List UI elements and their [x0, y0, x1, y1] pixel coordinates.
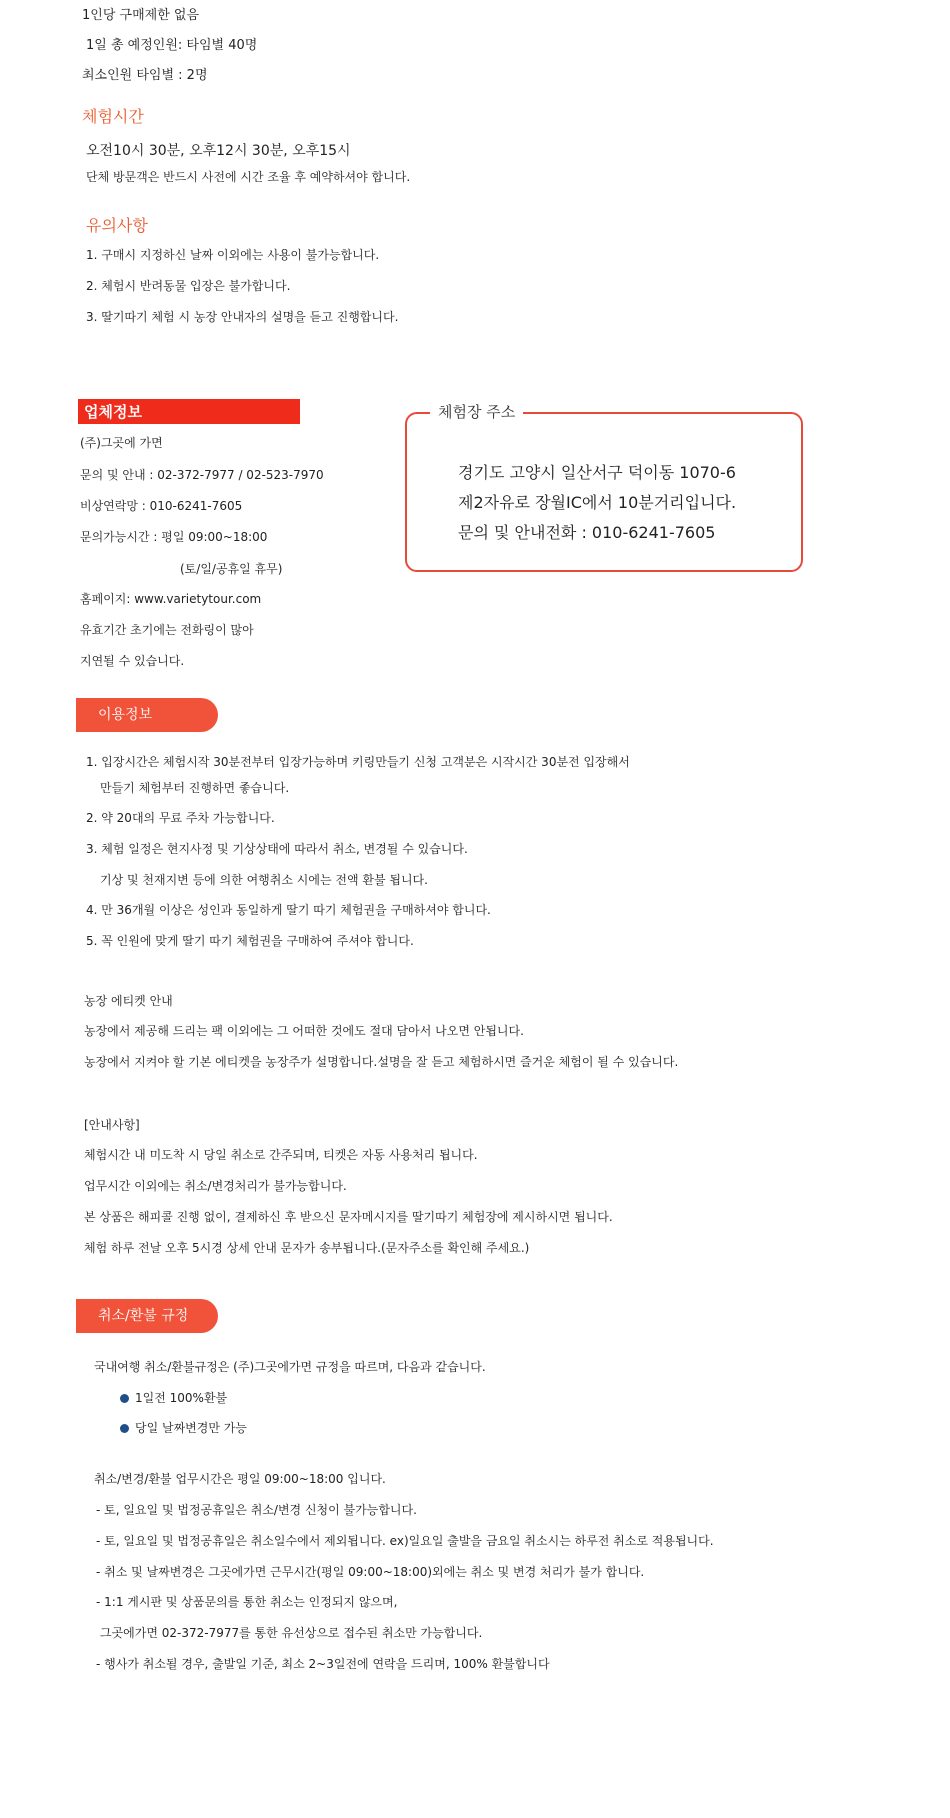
usage-item: 1. 입장시간은 체험시작 30분전부터 입장가능하며 키링만들기 신청 고객분은 시작시간 30분전 입장해서: [86, 755, 630, 769]
refund-item: - 토, 일요일 및 법정공휴일은 취소일수에서 제외됩니다. ex)일요일 출발을 금요일 취소시는 하루전 취소로 적용됩니다.: [96, 1534, 714, 1548]
homepage-text: 홈페이지: www.varietytour.com: [80, 592, 262, 606]
phone-delay-notice: 지연될 수 있습니다.: [80, 654, 185, 668]
address-phone-line: 문의 및 안내전화 : 010-6241-7605: [458, 523, 716, 542]
etiquette-item: 농장에서 제공해 드리는 팩 이외에는 그 어떠한 것에도 절대 담아서 나오면 안됩니다.: [84, 1024, 524, 1038]
note-item: 3. 딸기따기 체험 시 농장 안내자의 설명을 듣고 진행합니다.: [86, 310, 399, 324]
refund-item: - 1:1 게시판 및 상품문의를 통한 취소는 인정되지 않으며,: [96, 1595, 398, 1609]
daily-capacity-text: 1일 총 예정인원: 타임별 40명: [86, 38, 258, 53]
etiquette-item: 농장에서 지켜야 할 기본 에티켓을 농장주가 설명합니다.설명을 잘 듣고 체험하시면 즐거운 체험이 될 수 있습니다.: [84, 1055, 679, 1069]
purchase-limit-text: 1인당 구매제한 없음: [82, 8, 199, 23]
notes-heading: 유의사항: [86, 216, 148, 235]
refund-item: - 취소 및 날짜변경은 그곳에가면 근무시간(평일 09:00~18:00)외에는 취소 및 변경 처리가 불가 합니다.: [96, 1565, 645, 1579]
bullet-dot-icon: [120, 1424, 129, 1433]
refund-bullet: [120, 1389, 227, 1406]
direction-line: 제2자유로 장월IC에서 10분거리입니다.: [458, 493, 737, 512]
refund-bullet-text: 당일 날짜변경만 가능: [135, 1421, 247, 1435]
emergency-phone: 비상연락망 : 010-6241-7605: [80, 499, 243, 513]
refund-policy-pill: 취소/환불 규정: [76, 1299, 218, 1333]
experience-time-text: 오전10시 30분, 오후12시 30분, 오후15시: [86, 143, 351, 159]
note-item: 2. 체험시 반려동물 입장은 불가합니다.: [86, 279, 291, 293]
guide-item: 업무시간 이외에는 취소/변경처리가 불가능합니다.: [84, 1179, 347, 1193]
refund-item: - 행사가 취소될 경우, 출발일 기준, 최소 2~3일전에 연락을 드리며, 100% 환불합니다: [96, 1657, 550, 1671]
usage-item: 5. 꼭 인원에 맞게 딸기 따기 체험권을 구매하여 주셔야 합니다.: [86, 934, 414, 948]
refund-item: - 토, 일요일 및 법정공휴일은 취소/변경 신청이 불가능합니다.: [96, 1503, 417, 1517]
etiquette-heading: 농장 에티켓 안내: [84, 994, 173, 1008]
guide-item: 본 상품은 해피콜 진행 없이, 결제하신 후 받으신 문자메시지를 딸기따기 체험장에 제시하시면 됩니다.: [84, 1210, 613, 1224]
guide-item: 체험 하루 전날 오후 5시경 상세 안내 문자가 송부됩니다.(문자주소를 확인해 주세요.): [84, 1241, 530, 1255]
bullet-dot-icon: [120, 1394, 129, 1403]
contact-hours: 문의가능시간 : 평일 09:00~18:00: [80, 530, 268, 544]
experience-time-heading: 체험시간: [82, 107, 144, 126]
address-line: 경기도 고양시 일산서구 덕이동 1070-6: [458, 463, 736, 482]
refund-item: 취소/변경/환불 업무시간은 평일 09:00~18:00 입니다.: [94, 1472, 386, 1486]
usage-item: 3. 체험 일정은 현지사정 및 기상상태에 따라서 취소, 변경될 수 있습니다.: [86, 842, 468, 856]
min-people-text: 최소인원 타임별 : 2명: [82, 68, 208, 83]
note-item: 1. 구매시 지정하신 날짜 이외에는 사용이 불가능합니다.: [86, 248, 380, 262]
company-name: (주)그곳에 가면: [80, 436, 163, 450]
guide-heading: [안내사항]: [84, 1118, 140, 1132]
contact-phone: 문의 및 안내 : 02-372-7977 / 02-523-7970: [80, 468, 324, 482]
group-notice-text: 단체 방문객은 반드시 사전에 시간 조율 후 예약하셔야 합니다.: [86, 170, 411, 184]
refund-bullet: [120, 1419, 247, 1436]
refund-bullet-text: 1일전 100%환불: [135, 1391, 228, 1405]
phone-busy-notice: 유효기간 초기에는 전화링이 많아: [80, 623, 254, 637]
usage-item: 만들기 체험부터 진행하면 좋습니다.: [100, 781, 290, 795]
usage-info-pill: 이용정보: [76, 698, 218, 732]
usage-item: 기상 및 천재지변 등에 의한 여행취소 시에는 전액 환불 됩니다.: [100, 873, 428, 887]
usage-item: 4. 만 36개월 이상은 성인과 동일하게 딸기 따기 체험권을 구매하셔야 합니다.: [86, 903, 491, 917]
usage-item: 2. 약 20대의 무료 주차 가능합니다.: [86, 811, 275, 825]
guide-item: 체험시간 내 미도착 시 당일 취소로 간주되며, 티켓은 자동 사용처리 됩니다.: [84, 1148, 478, 1162]
address-title: 체험장 주소: [430, 401, 523, 422]
refund-intro: 국내여행 취소/환불규정은 (주)그곳에가면 규정을 따르며, 다음과 같습니다.: [94, 1360, 486, 1374]
company-info-heading: 업체정보: [78, 399, 300, 424]
refund-item: 그곳에가면 02-372-7977를 통한 유선상으로 접수된 취소만 가능합니다.: [100, 1626, 483, 1640]
holiday-notice: (토/일/공휴일 휴무): [180, 562, 283, 576]
